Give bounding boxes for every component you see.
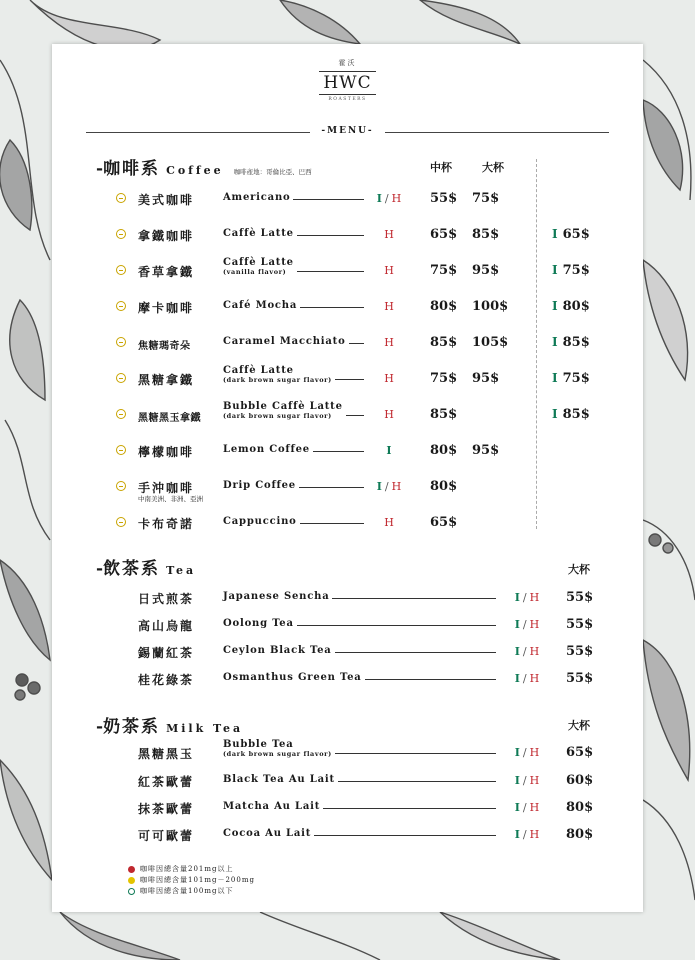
item-english-name: Café Mocha <box>223 300 300 311</box>
item-chinese-name: 紅茶歐蕾 <box>138 775 195 789</box>
iced-marker: I <box>552 335 558 349</box>
coffee-item-row <box>52 401 643 425</box>
item-chinese-name: 黑糖拿鐵 <box>138 373 195 387</box>
item-english-name: Americano <box>223 192 293 203</box>
hot-marker: H <box>529 645 540 658</box>
tea-section-en: Tea <box>166 564 197 577</box>
hot-marker: H <box>391 192 402 205</box>
item-english-sub: (dark brown sugar flavor) <box>223 375 332 384</box>
caffeine-level-dot-icon <box>128 888 135 895</box>
hot-marker: H <box>529 672 540 685</box>
price-large: 105$ <box>472 335 509 350</box>
temperature-options <box>364 264 414 277</box>
iced-price-value: 75$ <box>562 371 590 386</box>
separator: / <box>384 480 389 493</box>
item-chinese-name: 日式煎茶 <box>138 592 195 606</box>
caffeine-level-dot-icon <box>128 877 135 884</box>
item-chinese-name: 手沖咖啡 <box>138 481 195 495</box>
item-chinese-name: 美式咖啡 <box>138 193 195 207</box>
temperature-options <box>502 645 552 658</box>
price-iced <box>552 371 590 386</box>
coffee-item-row <box>52 441 643 461</box>
item-english-name: Ceylon Black Tea <box>223 645 335 656</box>
caffeine-level-dot-icon <box>128 866 135 873</box>
separator: / <box>522 746 527 759</box>
iced-marker: I <box>514 618 520 631</box>
milk-tea-item-row <box>52 771 643 791</box>
hot-marker: H <box>529 774 540 787</box>
menu-title-row <box>86 126 609 138</box>
coffee-section-heading: -咖啡系 Coffee 咖啡產地：哥倫比亞、巴西 <box>96 159 312 179</box>
item-english-sub: (dark brown sugar flavor) <box>223 411 332 420</box>
coffee-item-row <box>52 513 643 533</box>
logo <box>52 58 643 102</box>
temperature-options <box>502 746 552 759</box>
milk-tea-section-cn: 奶茶系 <box>103 717 161 737</box>
iced-marker: I <box>552 407 558 421</box>
temperature-options <box>502 801 552 814</box>
item-chinese-name: 抹茶歐蕾 <box>138 802 195 816</box>
price-iced <box>552 227 590 242</box>
price-large: 85$ <box>472 227 500 242</box>
iced-marker: I <box>514 801 520 814</box>
item-chinese-name: 黑糖黑玉 <box>138 747 195 761</box>
price-large: 80$ <box>566 827 594 842</box>
coffee-item-row <box>52 365 643 389</box>
milk-tea-item-row <box>52 739 643 763</box>
legend-text: 咖啡因總含量201mg以上 <box>140 865 234 873</box>
milk-tea-section-heading: -奶茶系 Milk Tea <box>96 717 244 737</box>
coffee-section-cn: 咖啡系 <box>103 159 161 179</box>
coffee-origin-note: 咖啡產地：哥倫比亞、巴西 <box>233 168 312 176</box>
logo-chinese: 霍沃 <box>338 59 357 67</box>
item-origin-note: 中南美洲、非洲、亞洲 <box>138 495 203 503</box>
item-english-sub: (vanilla flavor) <box>223 267 287 276</box>
iced-marker: I <box>514 591 520 604</box>
separator: / <box>522 774 527 787</box>
item-english-name: Caramel Macchiato <box>223 336 349 347</box>
caffeine-bullet-icon <box>116 481 126 491</box>
item-chinese-name: 錫蘭紅茶 <box>138 646 195 660</box>
item-english-main: Caffè Latte <box>223 365 294 376</box>
item-english-name: Black Tea Au Lait <box>223 774 338 785</box>
hot-marker: H <box>384 372 394 385</box>
item-english-main: Bubble Caffè Latte <box>223 401 343 412</box>
price-large: 65$ <box>566 745 594 760</box>
price-large: 95$ <box>472 371 500 386</box>
iced-marker: I <box>514 828 520 841</box>
temperature-options <box>364 300 414 313</box>
caffeine-bullet-icon <box>116 301 126 311</box>
milk-tea-section-en: Milk Tea <box>166 722 244 735</box>
temperature-options <box>364 372 414 385</box>
separator: / <box>522 645 527 658</box>
separator: / <box>522 801 527 814</box>
hot-marker: H <box>391 480 402 493</box>
temperature-options <box>502 774 552 787</box>
price-iced <box>552 263 590 278</box>
iced-price-value: 65$ <box>562 227 590 242</box>
price-large: 60$ <box>566 773 594 788</box>
tea-item-row <box>52 642 643 662</box>
temperature-options <box>502 828 552 841</box>
hot-marker: H <box>384 336 394 349</box>
price-iced <box>552 335 590 350</box>
price-large: 95$ <box>472 263 500 278</box>
iced-marker: I <box>376 480 382 493</box>
item-english-name: Cappuccino <box>223 516 300 527</box>
item-english-name: Matcha Au Lait <box>223 801 323 812</box>
item-chinese-name: 檸檬咖啡 <box>138 445 195 459</box>
hot-marker: H <box>384 516 394 529</box>
iced-marker: I <box>552 263 558 277</box>
iced-marker: I <box>552 227 558 241</box>
price-medium: 85$ <box>430 407 458 422</box>
separator: / <box>522 591 527 604</box>
item-chinese-name: 香草拿鐵 <box>138 265 195 279</box>
hot-marker: H <box>529 801 540 814</box>
logo-subtitle: ROASTERS <box>328 97 367 103</box>
item-english-name: Cocoa Au Lait <box>223 828 314 839</box>
price-medium: 85$ <box>430 335 458 350</box>
temperature-options <box>364 480 414 493</box>
legend-text: 咖啡因總含量101mg－200mg <box>140 876 255 884</box>
temperature-options <box>502 618 552 631</box>
iced-marker: I <box>514 746 520 759</box>
legend-text: 咖啡因總含量100mg以下 <box>140 887 234 895</box>
milk-tea-column-large: 大杯 <box>568 719 590 732</box>
hot-marker: H <box>384 300 394 313</box>
column-medium: 中杯 <box>430 161 452 174</box>
iced-price-value: 85$ <box>562 407 590 422</box>
tea-item-row <box>52 615 643 635</box>
hot-marker: H <box>529 591 540 604</box>
price-medium: 75$ <box>430 263 458 278</box>
item-english-name: Drip Coffee <box>223 480 299 491</box>
item-english-name: Lemon Coffee <box>223 444 313 455</box>
separator: / <box>522 618 527 631</box>
price-medium: 80$ <box>430 443 458 458</box>
item-chinese-name: 焦糖瑪奇朵 <box>138 341 191 352</box>
price-large: 100$ <box>472 299 509 314</box>
item-english-name: Caffè Latte <box>223 228 297 239</box>
caffeine-bullet-icon <box>116 409 126 419</box>
item-chinese-name: 黑糖黑玉拿鐵 <box>138 413 201 424</box>
milk-tea-item-row <box>52 798 643 818</box>
price-large: 75$ <box>472 191 500 206</box>
tea-item-row <box>52 588 643 608</box>
item-english-name <box>223 258 297 275</box>
tea-column-large: 大杯 <box>568 563 590 576</box>
iced-marker: I <box>514 645 520 658</box>
hot-marker: H <box>384 264 394 277</box>
coffee-item-row <box>52 297 643 317</box>
column-large: 大杯 <box>482 161 504 174</box>
caffeine-bullet-icon <box>116 517 126 527</box>
logo-mark: HWC <box>319 71 375 95</box>
menu-card <box>52 44 643 912</box>
price-large: 95$ <box>472 443 500 458</box>
temperature-options <box>364 444 414 457</box>
caffeine-bullet-icon <box>116 193 126 203</box>
iced-price-value: 80$ <box>562 299 590 314</box>
caffeine-bullet-icon <box>116 265 126 275</box>
price-large: 55$ <box>566 590 594 605</box>
coffee-item-row <box>52 477 643 503</box>
price-medium: 80$ <box>430 299 458 314</box>
milk-tea-item-row <box>52 825 643 845</box>
item-chinese-name: 高山烏龍 <box>138 619 195 633</box>
separator: / <box>522 828 527 841</box>
iced-marker: I <box>376 192 382 205</box>
price-large: 80$ <box>566 800 594 815</box>
price-large: 55$ <box>566 671 594 686</box>
separator: / <box>522 672 527 685</box>
price-medium: 65$ <box>430 227 458 242</box>
hot-marker: H <box>529 618 540 631</box>
temperature-options <box>364 228 414 241</box>
item-english-name <box>223 366 335 383</box>
iced-marker: I <box>514 672 520 685</box>
price-iced <box>552 299 590 314</box>
item-english-main: Bubble Tea <box>223 739 294 750</box>
item-english-name <box>223 402 346 419</box>
iced-marker: I <box>552 299 558 313</box>
coffee-item-row <box>52 225 643 245</box>
temperature-options <box>364 516 414 529</box>
menu-title: -MENU- <box>321 126 374 136</box>
price-large: 55$ <box>566 644 594 659</box>
price-medium: 80$ <box>430 479 458 494</box>
caffeine-bullet-icon <box>116 373 126 383</box>
hot-marker: H <box>529 828 540 841</box>
hot-marker: H <box>384 228 394 241</box>
item-chinese-name: 桂花綠茶 <box>138 673 195 687</box>
caffeine-bullet-icon <box>116 229 126 239</box>
item-english-sub: (dark brown sugar flavor) <box>223 749 332 758</box>
coffee-section-en: Coffee <box>166 164 224 177</box>
coffee-item-row <box>52 189 643 209</box>
coffee-item-row <box>52 333 643 353</box>
caffeine-bullet-icon <box>116 445 126 455</box>
item-chinese-name: 拿鐵咖啡 <box>138 229 195 243</box>
hot-marker: H <box>384 408 394 421</box>
item-english-name: Osmanthus Green Tea <box>223 672 365 683</box>
iced-marker: I <box>386 444 392 457</box>
caffeine-bullet-icon <box>116 337 126 347</box>
tea-section-cn: 飲茶系 <box>103 559 161 579</box>
item-english-name: Japanese Sencha <box>223 591 332 602</box>
temperature-options <box>502 672 552 685</box>
temperature-options <box>364 336 414 349</box>
item-chinese-name: 卡布奇諾 <box>138 517 195 531</box>
item-english-name: Oolong Tea <box>223 618 297 629</box>
tea-section-heading: -飲茶系 Tea <box>96 559 197 579</box>
iced-marker: I <box>514 774 520 787</box>
iced-marker: I <box>552 371 558 385</box>
temperature-options <box>364 192 414 205</box>
temperature-options <box>364 408 414 421</box>
iced-price-value: 75$ <box>562 263 590 278</box>
price-large: 55$ <box>566 617 594 632</box>
iced-price-value: 85$ <box>562 335 590 350</box>
price-medium: 65$ <box>430 515 458 530</box>
divider <box>385 132 609 133</box>
item-english-name <box>223 740 335 757</box>
separator: / <box>384 192 389 205</box>
temperature-options <box>502 591 552 604</box>
item-chinese-name: 摩卡咖啡 <box>138 301 195 315</box>
item-english-main: Caffè Latte <box>223 257 294 268</box>
price-iced <box>552 407 590 422</box>
coffee-item-row <box>52 257 643 281</box>
price-medium: 75$ <box>430 371 458 386</box>
hot-marker: H <box>529 746 540 759</box>
item-chinese-name: 可可歐蕾 <box>138 829 195 843</box>
price-medium: 55$ <box>430 191 458 206</box>
tea-item-row <box>52 669 643 689</box>
